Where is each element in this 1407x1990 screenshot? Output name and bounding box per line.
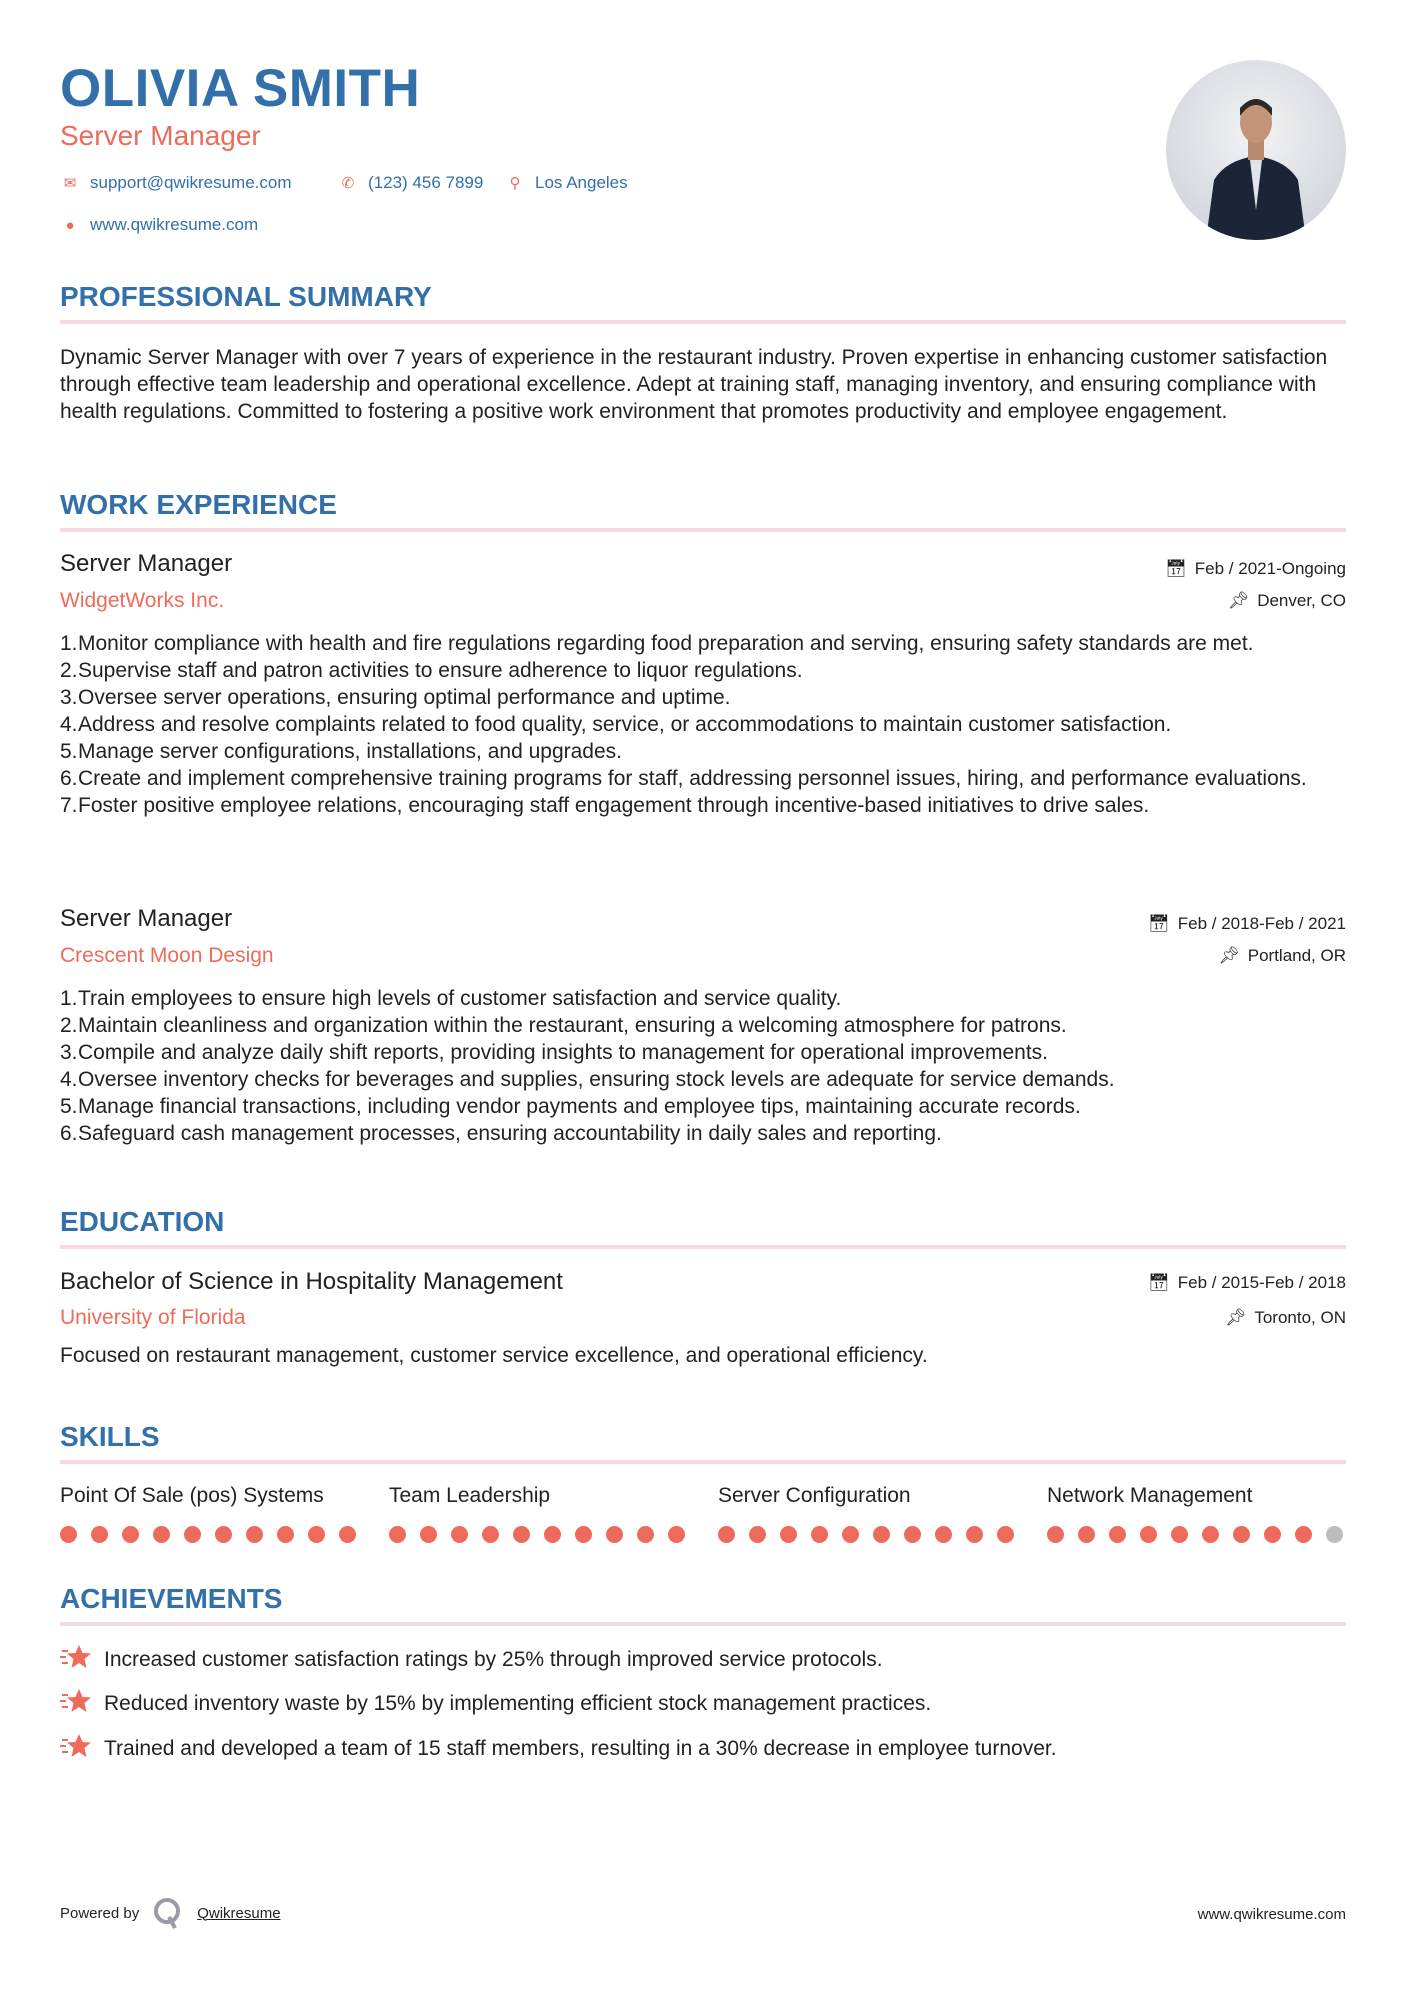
job-location	[1228, 591, 1346, 611]
achievement-text: Reduced inventory waste by 15% by implementing efficient stock management practices.	[104, 1692, 932, 1715]
list-item-text: Address and resolve complaints related to food quality, service, or accommodations to maintain customer satisfaction.	[78, 713, 1172, 736]
list-number: 3.	[60, 686, 78, 709]
pushpin-icon: 📌︎	[1218, 946, 1240, 965]
education-location-text: Toronto, ON	[1254, 1308, 1346, 1327]
rating-dot-filled	[749, 1526, 766, 1543]
rating-dot-filled	[1264, 1526, 1281, 1543]
rating-dot-filled	[997, 1526, 1014, 1543]
education-location	[1225, 1308, 1346, 1328]
rating-dot-filled	[308, 1526, 325, 1543]
calendar-icon: 📅︎	[1165, 559, 1187, 578]
achievement-item	[60, 1687, 931, 1721]
footer-url[interactable]: www.qwikresume.com	[1197, 1906, 1346, 1923]
rating-dot-filled	[215, 1526, 232, 1543]
list-number: 1.	[60, 632, 78, 655]
skill-rating	[389, 1526, 689, 1543]
achievement-text: Trained and developed a team of 15 staff members, resulting in a 30% decrease in employee turnover.	[104, 1737, 1057, 1760]
calendar-icon: 📅︎	[1148, 1273, 1170, 1292]
rating-dot-filled	[1295, 1526, 1312, 1543]
list-item	[60, 711, 1350, 738]
skill-name: Point Of Sale (pos) Systems	[60, 1484, 324, 1507]
section-divider	[60, 320, 1346, 324]
section-divider	[60, 1460, 1346, 1464]
globe-icon: ●	[65, 216, 75, 234]
website-text[interactable]: www.qwikresume.com	[90, 215, 259, 234]
rating-dot-filled	[1078, 1526, 1095, 1543]
job-location	[1218, 946, 1346, 966]
job-dates-text: Feb / 2018-Feb / 2021	[1177, 914, 1346, 933]
list-item-text: Manage server configurations, installations, and upgrades.	[78, 740, 622, 763]
rating-dot-filled	[668, 1526, 685, 1543]
calendar-icon: 📅︎	[1148, 914, 1170, 933]
contact-location	[505, 173, 628, 193]
contact-website[interactable]	[60, 215, 258, 235]
rating-dot-filled	[811, 1526, 828, 1543]
skill-name: Server Configuration	[718, 1484, 911, 1507]
list-number: 7.	[60, 794, 78, 817]
rating-dot-filled	[1233, 1526, 1250, 1543]
list-item-text: Safeguard cash management processes, ensuring accountability in daily sales and reporting.	[78, 1122, 942, 1145]
skill-item	[60, 1484, 360, 1543]
star-icon	[60, 1687, 92, 1721]
list-number: 2.	[60, 1014, 78, 1037]
rating-dot-filled	[544, 1526, 561, 1543]
rating-dot-filled	[420, 1526, 437, 1543]
job-location-text: Denver, CO	[1257, 591, 1346, 610]
rating-dot-filled	[842, 1526, 859, 1543]
list-number: 4.	[60, 713, 78, 736]
list-number: 6.	[60, 1122, 78, 1145]
powered-by-text: Powered by	[60, 1904, 140, 1922]
skill-rating	[60, 1526, 360, 1543]
skill-item	[389, 1484, 689, 1543]
list-item	[60, 1120, 1350, 1147]
list-item	[60, 684, 1350, 711]
rating-dot-empty	[1326, 1526, 1343, 1543]
qwikresume-link[interactable]: Qwikresume	[197, 1904, 281, 1922]
rating-dot-filled	[184, 1526, 201, 1543]
phone-icon: ✆	[341, 175, 355, 192]
list-item-text: Supervise staff and patron activities to ensure adherence to liquor regulations.	[78, 659, 803, 682]
list-number: 3.	[60, 1041, 78, 1064]
list-number: 5.	[60, 740, 78, 763]
list-item-text: Maintain cleanliness and organization within the restaurant, ensuring a welcoming atmosphere for patrons.	[78, 1014, 1067, 1037]
rating-dot-filled	[277, 1526, 294, 1543]
skill-rating	[1047, 1526, 1347, 1543]
list-item	[60, 1039, 1350, 1066]
contact-phone[interactable]	[338, 173, 483, 193]
skill-name: Network Management	[1047, 1484, 1253, 1507]
rating-dot-filled	[451, 1526, 468, 1543]
job-dates-text: Feb / 2021-Ongoing	[1194, 559, 1346, 578]
list-number: 5.	[60, 1095, 78, 1118]
education-dates-text: Feb / 2015-Feb / 2018	[1177, 1273, 1346, 1292]
contact-email[interactable]	[60, 173, 292, 193]
envelope-icon: ✉	[63, 175, 77, 192]
rating-dot-filled	[389, 1526, 406, 1543]
list-item-text: Compile and analyze daily shift reports, providing insights to management for operational improvements.	[78, 1041, 1048, 1064]
school-name: University of Florida	[60, 1306, 246, 1329]
education-dates	[1148, 1273, 1346, 1293]
skill-item	[1047, 1484, 1347, 1543]
skill-name: Team Leadership	[389, 1484, 551, 1507]
rating-dot-filled	[1140, 1526, 1157, 1543]
list-item	[60, 985, 1350, 1012]
rating-dot-filled	[91, 1526, 108, 1543]
list-item	[60, 657, 1350, 684]
list-item	[60, 1093, 1350, 1120]
summary-text: Dynamic Server Manager with over 7 years of experience in the restaurant industry. Proven expertise in enhancing customer satisfaction through effective team leadership and operational excellence. Adept at training staff, managing inventory, and ensuring compliance with health regulations. Committed to fostering a positive work environment that promotes productivity and employee engagement.	[60, 346, 1328, 423]
rating-dot-filled	[575, 1526, 592, 1543]
qwikresume-logo-icon	[153, 1897, 183, 1929]
section-divider	[60, 528, 1346, 532]
rating-dot-filled	[873, 1526, 890, 1543]
phone-text[interactable]: (123) 456 7899	[368, 173, 484, 192]
list-number: 4.	[60, 1068, 78, 1091]
rating-dot-filled	[1202, 1526, 1219, 1543]
rating-dot-filled	[60, 1526, 77, 1543]
job-title: Server Manager	[60, 550, 233, 577]
skills-heading: SKILLS	[60, 1421, 160, 1452]
achievement-item	[60, 1643, 883, 1677]
rating-dot-filled	[718, 1526, 735, 1543]
rating-dot-filled	[153, 1526, 170, 1543]
rating-dot-filled	[1109, 1526, 1126, 1543]
achievement-item	[60, 1732, 1057, 1766]
job-company: WidgetWorks Inc.	[60, 589, 225, 612]
list-item-text: Monitor compliance with health and fire regulations regarding food preparation and serving, ensuring safety standards are met.	[78, 632, 1254, 655]
footer-powered-by	[60, 1897, 281, 1929]
summary-heading: PROFESSIONAL SUMMARY	[60, 281, 432, 312]
rating-dot-filled	[904, 1526, 921, 1543]
job-company: Crescent Moon Design	[60, 944, 274, 967]
section-divider	[60, 1245, 1346, 1249]
list-item-text: Oversee inventory checks for beverages and supplies, ensuring stock levels are adequate for service demands.	[78, 1068, 1115, 1091]
map-pin-icon: ⚲	[509, 175, 521, 192]
rating-dot-filled	[966, 1526, 983, 1543]
list-item	[60, 1066, 1350, 1093]
job-dates	[1165, 559, 1346, 579]
rating-dot-filled	[606, 1526, 623, 1543]
rating-dot-filled	[122, 1526, 139, 1543]
rating-dot-filled	[482, 1526, 499, 1543]
list-item	[60, 1012, 1350, 1039]
rating-dot-filled	[246, 1526, 263, 1543]
education-heading: EDUCATION	[60, 1206, 225, 1237]
skill-item	[718, 1484, 1018, 1543]
list-item-text: Create and implement comprehensive training programs for staff, addressing personnel issues, hiring, and performance evaluations.	[78, 767, 1307, 790]
rating-dot-filled	[339, 1526, 356, 1543]
candidate-role: Server Manager	[60, 120, 261, 151]
rating-dot-filled	[1171, 1526, 1188, 1543]
email-text[interactable]: support@qwikresume.com	[90, 173, 292, 192]
location-text: Los Angeles	[535, 173, 628, 192]
list-item-text: Manage financial transactions, including vendor payments and employee tips, maintaining accurate records.	[78, 1095, 1081, 1118]
job-dates	[1148, 914, 1346, 934]
list-item-text: Oversee server operations, ensuring optimal performance and uptime.	[78, 686, 731, 709]
degree-title: Bachelor of Science in Hospitality Management	[60, 1268, 563, 1295]
pushpin-icon: 📌︎	[1224, 1308, 1247, 1327]
achievement-text: Increased customer satisfaction ratings by 25% through improved service protocols.	[104, 1648, 883, 1671]
list-item	[60, 792, 1350, 819]
section-divider	[60, 1622, 1346, 1626]
education-description: Focused on restaurant management, customer service excellence, and operational efficiency.	[60, 1344, 928, 1367]
rating-dot-filled	[935, 1526, 952, 1543]
rating-dot-filled	[637, 1526, 654, 1543]
list-number: 6.	[60, 767, 78, 790]
skill-rating	[718, 1526, 1018, 1543]
star-icon	[60, 1643, 92, 1677]
job-responsibilities	[60, 985, 1350, 1147]
list-item	[60, 738, 1350, 765]
list-item	[60, 630, 1350, 657]
profile-photo	[1166, 60, 1346, 240]
list-item	[60, 765, 1350, 792]
job-location-text: Portland, OR	[1247, 946, 1346, 965]
rating-dot-filled	[513, 1526, 530, 1543]
achievements-heading: ACHIEVEMENTS	[60, 1583, 283, 1614]
list-number: 1.	[60, 987, 78, 1010]
rating-dot-filled	[1047, 1526, 1064, 1543]
star-icon	[60, 1732, 92, 1766]
job-responsibilities	[60, 630, 1350, 819]
list-item-text: Train employees to ensure high levels of customer satisfaction and service quality.	[78, 987, 842, 1010]
list-item-text: Foster positive employee relations, encouraging staff engagement through incentive-based initiatives to drive sales.	[78, 794, 1150, 817]
rating-dot-filled	[780, 1526, 797, 1543]
pushpin-icon: 📌︎	[1227, 591, 1250, 610]
candidate-name: OLIVIA SMITH	[60, 59, 421, 118]
job-title: Server Manager	[60, 905, 233, 932]
experience-heading: WORK EXPERIENCE	[60, 489, 337, 520]
list-number: 2.	[60, 659, 78, 682]
